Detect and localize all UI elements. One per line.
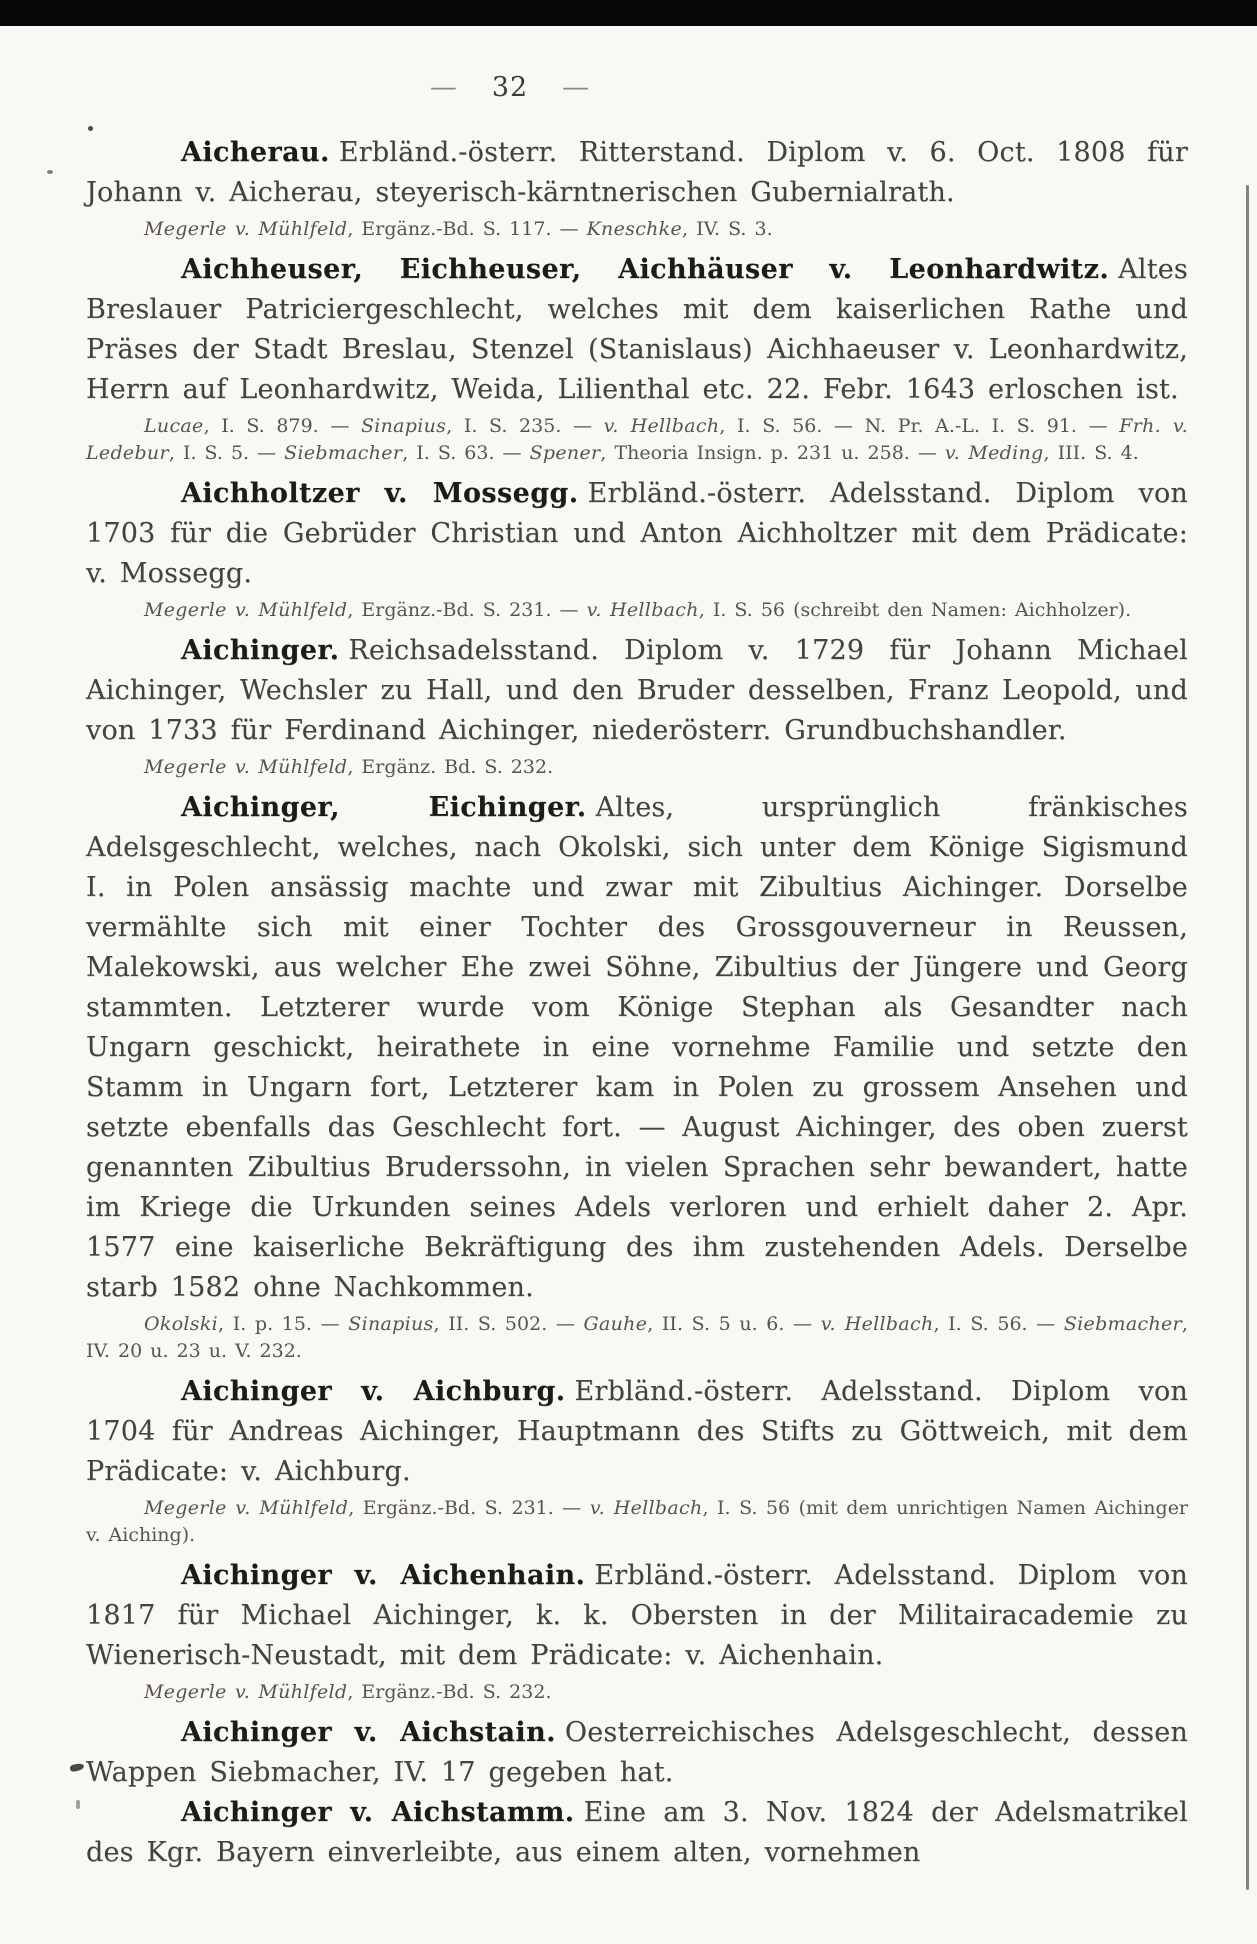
entry-references [86, 1679, 1188, 1706]
reference-citation: , Ergänz.-Bd. S. 231. — [347, 599, 587, 621]
scan-top-edge [0, 0, 1257, 26]
reference-citation: , Ergänz.-Bd. S. 232. [347, 1681, 552, 1703]
reference-citation: , I. S. 56. — N. Pr. A.-L. I. S. 91. — [719, 415, 1120, 437]
entry-name: Aichinger, Eichinger. [181, 792, 587, 823]
ink-mark [69, 1763, 84, 1773]
reference-author: v. Hellbach [820, 1313, 934, 1335]
reference-author: Frh. v. Ledebur [86, 415, 1188, 464]
entry-references [86, 413, 1188, 467]
entry-paragraph-8: Aichinger v. Aichstamm. Eine am 3. Nov. 1824 der Adelsmatrikel des Kgr. Bayern einverleibte, aus einem alten, vornehmen [86, 1797, 1188, 1868]
entry-paragraph-7: Aichinger v. Aichstain. Oesterreichisches Adelsgeschlecht, dessen Wappen Siebmacher, IV. 17 gegeben hat. [86, 1717, 1188, 1788]
reference-author: Gauhe [583, 1313, 648, 1335]
reference-author: Okolski [144, 1313, 219, 1335]
reference-citation: , III. S. 4. [1043, 442, 1139, 464]
entry-paragraph-5: Aichinger v. Aichburg. Erbländ.-österr. Adelsstand. Diplom von 1704 für Andreas Aichinger, Hauptmann des Stifts zu Göttweich, mit dem Prädicate: v. Aichburg. [86, 1376, 1188, 1487]
reference-citation: , I. p. 15. — [218, 1313, 349, 1335]
reference-citation: , Ergänz.-Bd. S. 231. — [348, 1497, 590, 1519]
reference-citation: , I. S. 879. — [203, 415, 361, 437]
reference-author: Megerle v. Mühlfeld [144, 218, 348, 240]
reference-author: Lucae [144, 415, 204, 437]
reference-author: Megerle v. Mühlfeld [144, 756, 348, 778]
header-dash-left: — [429, 72, 458, 103]
entry-paragraph-6: Aichinger v. Aichenhain. Erbländ.-österr. Adelsstand. Diplom von 1817 für Michael Aichinger, k. k. Obersten in der Militairacademie zu Wienerisch-Neustadt, mit dem Prädicate: v. Aichenhain. [86, 1560, 1189, 1671]
entry-paragraph-4: Aichinger, Eichinger. Altes, ursprünglich fränkisches Adelsgeschlecht, welches, nach Okolski, sich unter dem Könige Sigismund I. in Polen ansässig machte und zwar mit Zibultius Aichinger. Dorselbe vermählte sich mit einer Tochter des Grossgouverneur in Reussen, Malekowski, aus welcher Ehe zwei Söhne, Zibultius der Jüngere und Georg stammten. Letzterer wurde vom Könige Stephan als Gesandter nach Ungarn geschickt, heirathete in eine vornehme Familie und setzte den Stamm in Ungarn fort, Letzterer kam in Polen zu grossem Ansehen und setzte ebenfalls das Geschlecht fort. — August Aichinger, des oben zuerst genannten Zibultius Bruderssohn, in vielen Sprachen sehr bewandert, hatte im Kriege die Urkunden seines Adels verloren und erhielt daher 2. Apr. 1577 eine kaiserliche Bekräftigung des ihm zustehenden Adels. Derselbe starb 1582 ohne Nachkommen. [86, 792, 1188, 1303]
entry-name: Aichinger v. Aichstain. [181, 1717, 556, 1748]
scan-edge-line [1246, 185, 1249, 1890]
page-number: 32 [491, 72, 529, 103]
reference-citation: , I. S. 56. — [933, 1313, 1064, 1335]
reference-author: Siebmacher [1063, 1313, 1182, 1335]
reference-citation: , IV. S. 3. [682, 218, 773, 240]
entry-name: Aichinger v. Aichburg. [181, 1376, 566, 1407]
entry-references [86, 1495, 1188, 1549]
header-dash-right: — [562, 72, 591, 103]
entry-references [86, 216, 1188, 243]
reference-citation: , II. S. 5 u. 6. — [647, 1313, 821, 1335]
reference-author: Sinapius [360, 415, 447, 437]
reference-citation: , II. S. 502. — [433, 1313, 584, 1335]
entry-name: Aichheuser, Eichheuser, Aichhäuser v. Leonhardwitz. [181, 254, 1110, 285]
entry-paragraph-1: Aichheuser, Eichheuser, Aichhäuser v. Leonhardwitz. Altes Breslauer Patriciergeschlecht, welches mit dem kaiserlichen Rathe und Präses der Stadt Breslau, Stenzel (Stanislaus) Aichhaeuser v. Leonhardwitz, Herrn auf Leonhardwitz, Weida, Lilienthal etc. 22. Febr. 1643 erloschen ist. [86, 254, 1188, 405]
entry-paragraph-3: Aichinger. Reichsadelsstand. Diplom v. 1729 für Johann Michael Aichinger, Wechsler zu Hall, und den Bruder desselben, Franz Leopold, und von 1733 für Ferdinand Aichinger, niederösterr. Grundbuchshandler. [86, 635, 1188, 746]
entry-name: Aicherau. [181, 137, 330, 168]
entry-references [86, 1311, 1188, 1365]
reference-citation: , I. S. 56 (schreibt den Namen: Aichholzer). [698, 599, 1132, 621]
reference-citation: , I. S. 63. — [402, 442, 530, 464]
ink-mark [88, 126, 93, 131]
entry-paragraph-2: Aichholtzer v. Mossegg. Erbländ.-österr. Adelsstand. Diplom von 1703 für die Gebrüder Christian und Anton Aichholtzer mit dem Prädicate: v. Mossegg. [86, 478, 1189, 589]
reference-author: v. Meding [944, 442, 1044, 464]
entry-name: Aichinger v. Aichenhain. [181, 1560, 586, 1591]
reference-citation: , Ergänz.-Bd. S. 117. — [347, 218, 587, 240]
reference-author: Siebmacher [284, 442, 403, 464]
reference-citation: , I. S. 5. — [168, 442, 285, 464]
reference-citation: , Ergänz. Bd. S. 232. [347, 756, 554, 778]
entry-references [86, 597, 1188, 624]
reference-citation: , Theoria Insign. p. 231 u. 258. — [600, 442, 945, 464]
ink-mark [47, 170, 53, 174]
reference-author: Megerle v. Mühlfeld [144, 599, 348, 621]
reference-author: v. Hellbach [589, 1497, 703, 1519]
reference-citation: , I. S. 235. — [446, 415, 604, 437]
entry-references [86, 754, 1188, 781]
reference-author: Sinapius [348, 1313, 434, 1335]
reference-author: Megerle v. Mühlfeld [144, 1681, 348, 1703]
reference-author: Kneschke [586, 218, 683, 240]
reference-citation: , IV. 20 u. 23 u. V. 232. [86, 1313, 1188, 1362]
reference-author: v. Hellbach [586, 599, 699, 621]
entry-paragraph-0: Aicherau. Erbländ.-österr. Ritterstand. Diplom v. 6. Oct. 1808 für Johann v. Aicherau, steyerisch-kärntnerischen Gubernialrath. [86, 137, 1188, 208]
entry-name: Aichholtzer v. Mossegg. [181, 478, 579, 509]
reference-author: Megerle v. Mühlfeld [144, 1497, 349, 1519]
entry-name: Aichinger v. Aichstamm. [181, 1797, 575, 1828]
reference-author: v. Hellbach [603, 415, 720, 437]
reference-author: Spener [529, 442, 601, 464]
entries [86, 133, 1188, 1873]
ink-mark [76, 1800, 80, 1809]
entry-name: Aichinger. [181, 635, 340, 666]
reference-citation: , I. S. 56 (mit dem unrichtigen Namen Aichinger v. Aiching). [86, 1497, 1189, 1546]
